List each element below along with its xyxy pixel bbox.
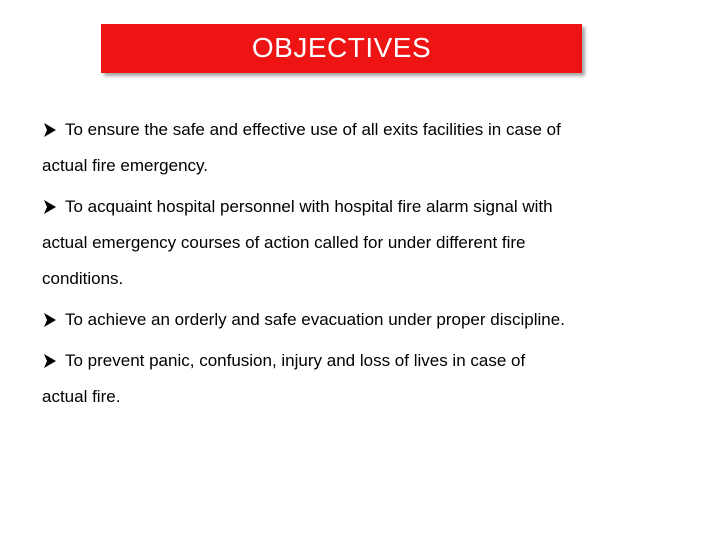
arrowhead-bullet-icon	[42, 189, 60, 225]
list-item-continuation: conditions.	[42, 269, 124, 288]
list-item-text: To achieve an orderly and safe evacuation under proper discipline.	[65, 310, 565, 329]
title-banner	[101, 24, 582, 73]
list-item-continuation: actual fire emergency.	[42, 156, 208, 175]
list-item	[42, 302, 728, 338]
objectives-list	[42, 112, 728, 415]
list-item-text: To prevent panic, confusion, injury and loss of lives in case of	[65, 351, 526, 370]
arrowhead-bullet-icon	[42, 302, 60, 338]
list-item-text: To acquaint hospital personnel with hospital fire alarm signal with	[65, 197, 553, 216]
arrowhead-bullet-icon	[42, 343, 60, 379]
list-item	[42, 112, 728, 148]
list-item-continuation: actual fire.	[42, 387, 121, 406]
list-item	[42, 343, 728, 379]
list-item-continuation: actual emergency courses of action called for under different fire	[42, 233, 526, 252]
list-item	[42, 189, 728, 225]
arrowhead-bullet-icon	[42, 112, 60, 148]
slide-title: OBJECTIVES	[251, 32, 432, 63]
list-item-text: To ensure the safe and effective use of all exits facilities in case of	[65, 120, 561, 139]
